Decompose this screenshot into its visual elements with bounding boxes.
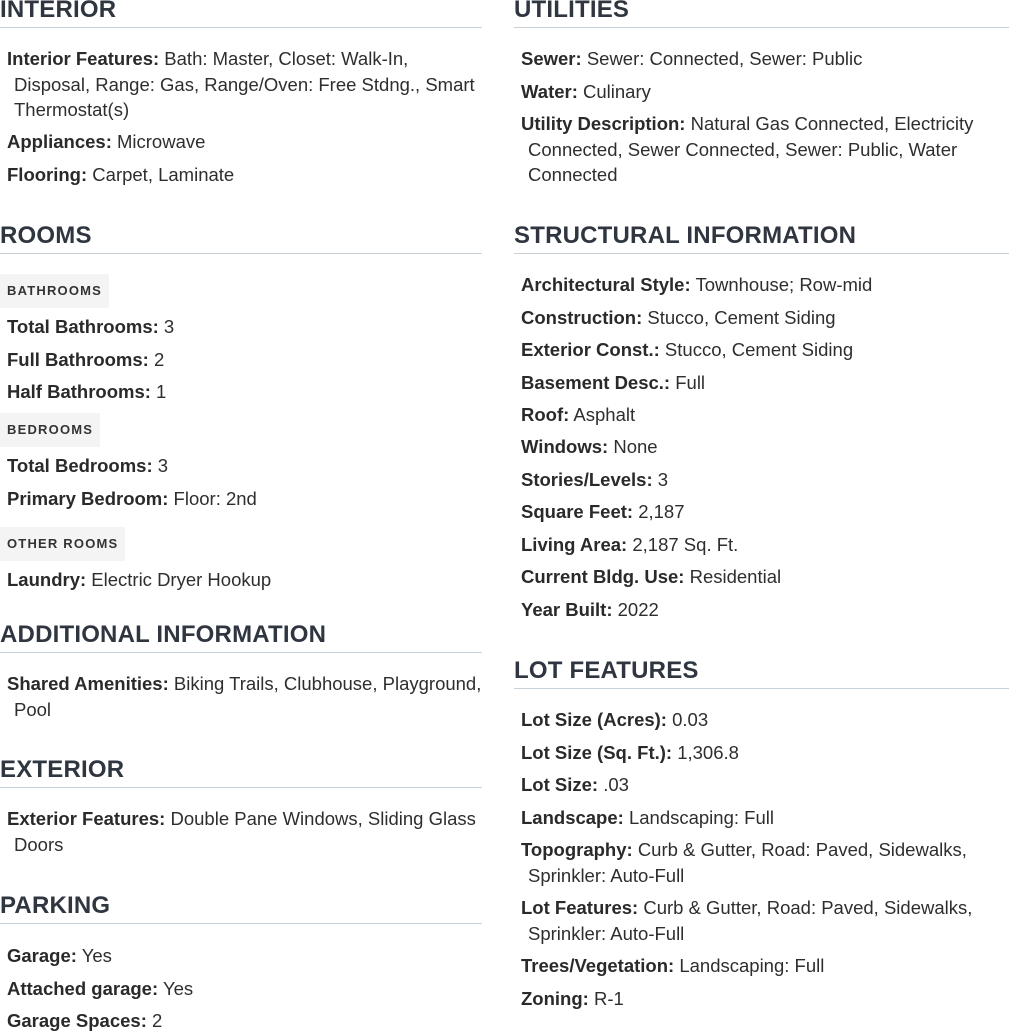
detail-value: .03 [603,774,629,795]
detail-value: Biking Trails, Clubhouse, Playground, Pool [14,673,482,720]
detail-row [7,671,482,722]
detail-value: Landscaping: Full [679,955,825,976]
section-title-parking: PARKING [0,892,482,924]
detail-label: Architectural Style: [521,274,691,295]
detail-value: 2,187 [638,501,685,522]
detail-label: Stories/Levels: [521,469,653,490]
detail-row [521,837,1009,888]
detail-row [7,806,482,857]
detail-label: Year Built: [521,599,613,620]
detail-value: Asphalt [573,404,636,425]
detail-label: Total Bathrooms: [7,316,159,337]
detail-label: Appliances: [7,131,112,152]
section-title-structural-information: STRUCTURAL INFORMATION [514,222,1009,254]
detail-row [521,434,1009,460]
detail-row [521,402,1009,428]
subheading-bathrooms: BATHROOMS [0,274,109,308]
detail-row [7,347,482,373]
detail-label: Exterior Const.: [521,339,660,360]
detail-value: Culinary [583,81,651,102]
detail-row [521,597,1009,623]
section-title-lot-features: LOT FEATURES [514,657,1009,689]
detail-value: Double Pane Windows, Sliding Glass Doors [14,808,476,855]
detail-label: Half Bathrooms: [7,381,151,402]
detail-row [521,707,1009,733]
detail-label: Exterior Features: [7,808,166,829]
detail-label: Current Bldg. Use: [521,566,685,587]
detail-label: Roof: [521,404,570,425]
detail-label: Utility Description: [521,113,686,134]
detail-row [521,895,1009,946]
detail-label: Construction: [521,307,643,328]
detail-label: Primary Bedroom: [7,488,169,509]
detail-label: Landscape: [521,807,624,828]
detail-row [7,453,482,479]
detail-value: Sewer: Connected, Sewer: Public [586,48,863,69]
detail-value: 1,306.8 [677,742,739,763]
detail-value: Landscaping: Full [628,807,774,828]
detail-value: Stucco, Cement Siding [664,339,854,360]
detail-value: Curb & Gutter, Road: Paved, Sidewalks, Sprinkler: Auto-Full [528,897,973,944]
detail-value: Yes [162,978,194,999]
detail-value: None [613,436,658,457]
detail-label: Flooring: [7,164,88,185]
detail-row [7,1008,482,1034]
detail-value: Electric Dryer Hookup [91,569,272,590]
detail-label: Sewer: [521,48,582,69]
detail-row [7,486,482,512]
detail-label: Shared Amenities: [7,673,169,694]
detail-row [521,953,1009,979]
detail-row [7,46,482,123]
detail-value: Bath: Master, Closet: Walk-In, Disposal, Range: Gas, Range/Oven: Free Stdng., Smart Thermostat(s) [14,48,475,120]
section-title-exterior: EXTERIOR [0,756,482,788]
detail-label: Lot Size (Acres): [521,709,667,730]
detail-value: 3 [657,469,669,490]
detail-value: 2 [153,349,165,370]
detail-row [7,567,482,593]
detail-value: Natural Gas Connected, Electricity Connected, Sewer Connected, Sewer: Public, Water Connected [528,113,974,185]
subheading-other-rooms: OTHER ROOMS [0,527,125,561]
detail-label: Lot Size (Sq. Ft.): [521,742,673,763]
detail-label: Interior Features: [7,48,160,69]
detail-label: Attached garage: [7,978,159,999]
detail-label: Total Bedrooms: [7,455,153,476]
detail-label: Water: [521,81,578,102]
detail-row [7,976,482,1002]
detail-row [521,499,1009,525]
section-title-interior: INTERIOR [0,0,482,28]
detail-label: Windows: [521,436,609,457]
detail-row [521,79,1009,105]
section-title-rooms: ROOMS [0,222,482,254]
detail-label: Living Area: [521,534,628,555]
detail-label: Trees/Vegetation: [521,955,675,976]
detail-value: 0.03 [672,709,709,730]
detail-value: Townhouse; Row-mid [695,274,873,295]
detail-value: R-1 [593,988,624,1009]
detail-value: Floor: 2nd [173,488,257,509]
detail-row [521,111,1009,188]
detail-row [521,532,1009,558]
detail-label: Topography: [521,839,633,860]
detail-label: Zoning: [521,988,589,1009]
detail-value: 1 [156,381,167,402]
detail-value: Microwave [117,131,206,152]
detail-row [521,772,1009,798]
detail-row [521,805,1009,831]
detail-value: Yes [81,945,112,966]
detail-row [521,46,1009,72]
detail-value: Stucco, Cement Siding [647,307,836,328]
detail-value: Carpet, Laminate [92,164,235,185]
detail-value: Residential [689,566,782,587]
detail-row [521,305,1009,331]
detail-row [7,379,482,405]
detail-row [7,314,482,340]
detail-row [7,129,482,155]
detail-row [521,370,1009,396]
detail-label: Laundry: [7,569,87,590]
detail-label: Lot Features: [521,897,639,918]
section-title-utilities: UTILITIES [514,0,1009,28]
detail-row [521,467,1009,493]
detail-row [521,740,1009,766]
section-title-additional-information: ADDITIONAL INFORMATION [0,621,482,653]
detail-row [7,162,482,188]
subheading-bedrooms: BEDROOMS [0,413,100,447]
detail-label: Square Feet: [521,501,634,522]
detail-row [521,272,1009,298]
detail-value: 2 [152,1010,163,1031]
detail-value: 3 [157,455,169,476]
detail-label: Garage: [7,945,77,966]
detail-value: 2,187 Sq. Ft. [632,534,739,555]
detail-value: Full [675,372,706,393]
detail-row [521,986,1009,1012]
detail-row [7,943,482,969]
detail-row [521,337,1009,363]
detail-value: 3 [163,316,175,337]
detail-label: Lot Size: [521,774,599,795]
detail-label: Basement Desc.: [521,372,671,393]
detail-label: Full Bathrooms: [7,349,149,370]
detail-label: Garage Spaces: [7,1010,147,1031]
detail-row [521,564,1009,590]
detail-value: 2022 [617,599,659,620]
detail-value: Curb & Gutter, Road: Paved, Sidewalks, Sprinkler: Auto-Full [528,839,967,886]
